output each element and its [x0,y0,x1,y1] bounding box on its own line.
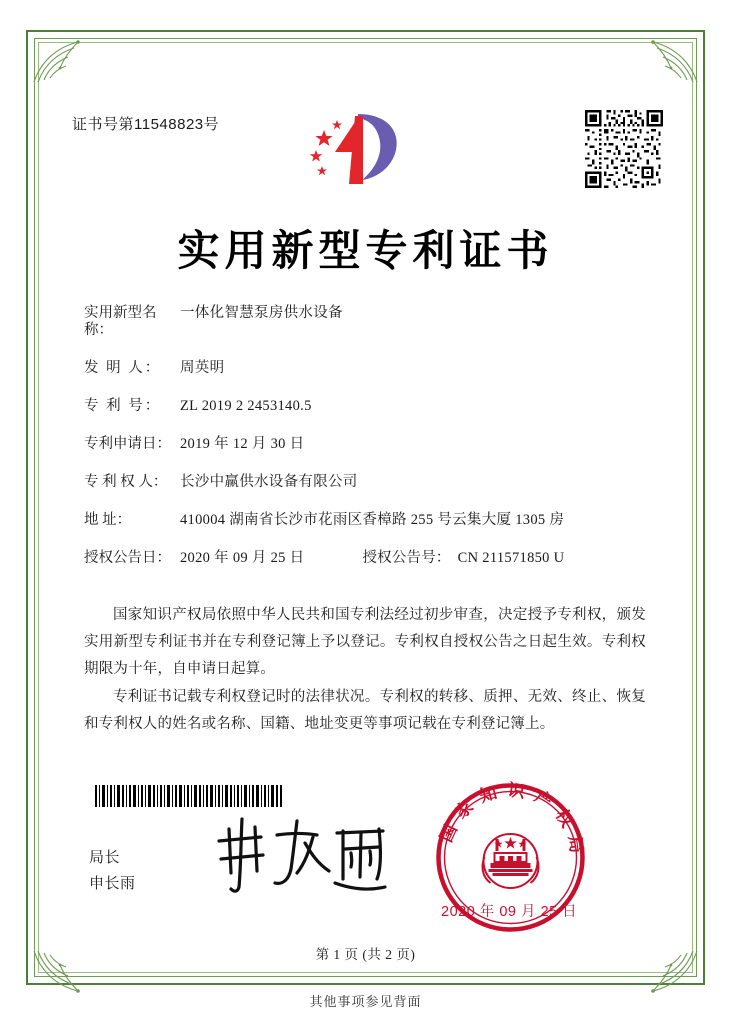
svg-text:国家知识产权局: 国家知识产权局 [436,780,588,864]
field-row-utility-model-name [84,305,644,340]
field-row-grant-announcement [84,550,644,567]
field-label-grant-date: 授权公告日： [84,549,171,566]
field-value: 410004 湖南省长沙市花雨区香樟路 255 号云集大厦 1305 房 [180,511,565,528]
seal-date: 2020 年 09 月 25 日 [441,904,578,920]
field-row-application-date [84,436,644,453]
field-value: 一体化智慧泵房供水设备 [180,305,343,321]
certificate-number: 证书号第11548823号 [72,116,220,133]
field-row-patentee [84,474,644,491]
field-label: 发 明 人： [84,360,162,377]
grant-announcement-number-group [362,550,564,567]
field-value: 周英明 [180,360,225,377]
field-row-inventor [84,360,644,377]
legal-paragraph-2: 专利证书记载专利权登记时的法律状况。专利权的转移、质押、无效、终止、恢复和专利权人的姓名或名称、国籍、地址变更等事项记载在专利登记簿上。 [84,689,646,733]
handwritten-signature [205,815,395,895]
field-label-grant-number: 授权公告号： [362,549,451,566]
field-list [84,305,644,585]
field-label: 专 利 权 人： [84,473,168,490]
field-value: 2019 年 12 月 30 日 [180,436,305,453]
page-number: 第 1 页 (共 2 页) [315,947,416,962]
field-label: 地 址： [84,511,132,528]
footer-note: 其他事项参见背面 [309,994,422,1009]
qr-code [585,110,663,188]
field-value-grant-date: 2020 年 09 月 25 日 [180,549,305,566]
field-row-address [84,512,644,529]
barcode [95,785,283,807]
signature-labels [89,845,136,898]
legal-paragraph-1: 国家知识产权局依照中华人民共和国专利法经过初步审查，决定授予专利权，颁发实用新型专利证书并在专利登记簿上予以登记。专利权自授权公告之日起生效。专利权期限为十年，自申请日起算。 [84,607,646,677]
legal-text-block [84,602,646,740]
corner-ornament-top-left [30,34,104,86]
field-value: ZL 2019 2 2453140.5 [180,398,312,415]
director-name-label: 申长雨 [89,876,136,893]
field-label: 专利申请日： [84,436,171,453]
field-value-grant-number: CN 211571850 U [457,549,565,566]
cnipa-logo-icon [300,108,410,192]
field-row-patent-number [84,398,644,415]
corner-ornament-top-right [627,34,701,86]
page-title: 实用新型专利证书 [177,226,554,275]
field-label: 专 利 号： [84,398,162,415]
field-label: 实用新型名称： [84,305,157,339]
director-role-label: 局长 [89,850,121,866]
field-value: 长沙中赢供水设备有限公司 [180,473,358,490]
